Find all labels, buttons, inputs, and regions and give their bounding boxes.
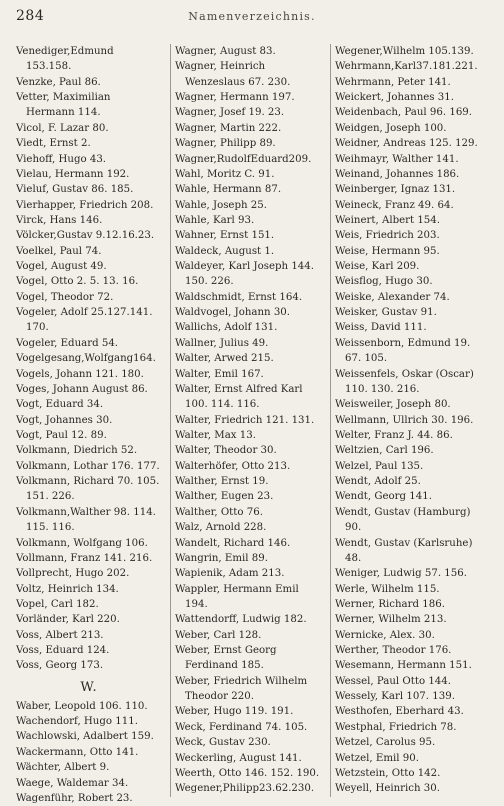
index-entry: Wagner, Philipp 89. [175,138,276,150]
index-entry: Wagner, Heinrich Wenzeslaus 67. 230. [175,61,291,88]
index-entry: Weisflog, Hugo 30. [335,276,433,288]
index-entry: Werner, Wilhelm 213. [335,614,447,626]
index-entry: Wetzstein, Otto 142. [335,767,441,779]
index-entry: Walz, Arnold 228. [175,522,267,534]
index-entry: Waldschmidt, Ernst 164. [175,291,303,303]
index-entry: Weber, Ernst Georg Ferdinand 185. [175,645,277,672]
index-entry: Weck, Ferdinand 74. 105. [175,721,308,733]
index-entry: Wahl, Moritz C. 91. [175,168,275,180]
index-entry: Weidenbach, Paul 96. 169. [335,107,473,119]
index-entry: Wagner, Hermann 197. [175,92,295,104]
index-entry: Weniger, Ludwig 57. 156. [335,568,467,580]
index-entry: Vogel, August 49. [16,261,107,273]
index-entry: Wappler, Hermann Emil 194. [175,583,299,610]
index-entry: Weyell, Heinrich 30. [335,783,441,795]
index-entry: Vicol, F. Lazar 80. [16,122,109,134]
index-entry: Weickert, Johannes 31. [335,92,454,104]
index-entry: Wagner, Josef 19. 23. [175,107,285,119]
index-entry: Venzke, Paul 86. [16,76,101,88]
index-entry: Vieluf, Gustav 86. 185. [16,184,134,196]
index-entry: Werle, Wilhelm 115. [335,583,440,595]
page-number: 284 [16,8,45,24]
index-entry: Vierhapper, Friedrich 208. [16,199,154,211]
index-entry: Vielau, Hermann 192. [16,168,130,180]
index-entry: Wahle, Hermann 87. [175,184,282,196]
index-entry: Volkmann, Diedrich 52. [16,445,138,457]
index-entry: Wahle, Joseph 25. [175,199,267,211]
index-entry: Volkmann, Lothar 176. 177. [16,460,160,472]
index-entry: Volkmann, Richard 70. 105. 151. 226. [16,476,160,503]
index-entry: Wallner, Julius 49. [175,337,269,349]
index-entry: Wetzel, Carolus 95. [335,737,436,749]
index-entry: Weissenborn, Edmund 19. 67. 105. [335,337,471,365]
index-entry: Walther, Ernst 19. [175,476,269,488]
index-entry: Volkmann, Wolfgang 106. [16,537,148,549]
index-entry: Vogels, Johann 121. 180. [16,368,144,380]
index-entry: Weck, Gustav 230. [175,737,271,749]
index-entry: Voges, Johann August 86. [16,383,148,395]
index-entry: Wattendorff, Ludwig 182. [175,614,307,626]
index-entry: Weckerling, August 141. [175,752,302,764]
index-entry: Wachlowski, Adalbert 159. [16,731,154,743]
index-entry: Wagenführ, Robert 23. [16,792,133,804]
index-entry: Wehrmann, Peter 141. [335,76,451,88]
index-entry: Wahle, Karl 93. [175,214,255,226]
index-entry: Venediger,Edmund 153.158. [16,46,114,73]
index-entry: Weber, Friedrich Wilhelm Theodor 220. [175,675,308,703]
running-header: Namenverzeichnis. [188,10,316,23]
index-entry: Wagner, August 83. [175,46,276,57]
index-entry: Wesemann, Hermann 151. [335,660,472,672]
index-entry: Walther, Eugen 23. [175,491,274,503]
index-entry: Wagner,RudolfEduard209. [175,153,312,165]
index-entry: Weinberger, Ignaz 131. [335,184,456,196]
index-entry: Walter, Theodor 30. [175,445,277,457]
index-entry: Waldeck, August 1. [175,245,275,257]
index-entry: Vollmann, Franz 141. 216. [16,552,153,564]
index-entry: Werner, Richard 186. [335,598,445,610]
index-entry: Wernicke, Alex. 30. [335,629,435,641]
index-entry: Wendt, Georg 141. [335,491,432,503]
index-entry: Wetzel, Emil 90. [335,752,419,764]
index-entry: Wachendorf, Hugo 111. [16,716,138,728]
index-entry: Virck, Hans 146. [16,214,103,226]
index-entry: Vogt, Paul 12. 89. [16,429,107,441]
index-entry: Wahner, Ernst 151. [175,230,275,242]
index-entry: Weber, Carl 128. [175,629,262,641]
index-entry: Viehoff, Hugo 43. [16,153,107,165]
index-entry: Wendt, Gustav (Hamburg) 90. [335,506,471,534]
index-entry: Wangrin, Emil 89. [175,552,268,564]
index-entry: Waber, Leopold 106. 110. [16,700,148,712]
index-entry: Vogel, Theodor 72. [16,291,114,303]
index-entry: Weerth, Otto 146. 152. 190. [175,767,320,779]
index-entry: Vogt, Eduard 34. [16,399,104,411]
column-1-entries-w [16,699,162,806]
index-entry: Westhofen, Eberhard 43. [335,706,464,718]
index-entry: Wessel, Paul Otto 144. [335,675,452,687]
index-entry: Wallichs, Adolf 131. [175,322,278,334]
index-entry: Wächter, Albert 9. [16,762,110,774]
index-entry: Vogt, Johannes 30. [16,414,113,426]
index-entry: Vopel, Carl 182. [16,598,99,610]
column-1-entries-v [16,44,162,674]
index-entry: Weltzien, Carl 196. [335,445,434,457]
index-entry: Wapienik, Adam 213. [175,568,285,580]
index-entry: Walter, Max 13. [175,429,256,441]
index-entry: Walter, Emil 167. [175,368,264,380]
index-column-3 [330,44,485,797]
index-entry: Wessely, Karl 107. 139. [335,691,455,703]
index-entry: Wackermann, Otto 141. [16,746,139,758]
index-entry: Weiske, Alexander 74. [335,291,450,303]
index-entry: Weisweiler, Joseph 80. [335,399,451,411]
index-entry: Weise, Hermann 95. [335,245,440,257]
index-entry: Waege, Waldemar 34. [16,777,129,789]
index-entry: Weineck, Franz 49. 64. [335,199,454,211]
index-entry: Waldvogel, Johann 30. [175,307,291,319]
index-column-2 [170,44,321,797]
index-entry: Wagner, Martin 222. [175,122,282,134]
index-entry: Vogeler, Adolf 25.127.141. 170. [16,307,153,334]
index-entry: Walter, Arwed 215. [175,353,274,365]
index-entry: Westphal, Friedrich 78. [335,721,457,733]
index-entry: Voss, Albert 213. [16,629,104,641]
index-entry: Wegener,Philipp23.62.230. [175,783,315,795]
index-entry: Weisker, Gustav 91. [335,307,437,319]
index-entry: Wellmann, Ullrich 30. 196. [335,414,474,426]
index-entry: Viedt, Ernst 2. [16,138,91,150]
index-entry: Weise, Karl 209. [335,261,420,273]
index-entry: Weinand, Johannes 186. [335,168,460,180]
index-column-1 [16,44,162,806]
index-entry: Wendt, Adolf 25. [335,476,421,488]
index-entry: Weihmayr, Walther 141. [335,153,459,165]
index-entry: Walter, Friedrich 121. 131. [175,414,315,426]
index-entry: Weissenfels, Oskar (Oscar) 110. 130. 216. [335,368,474,395]
index-entry: Voelkel, Paul 74. [16,245,102,257]
index-entry: Voltz, Heinrich 134. [16,583,119,595]
index-entry: Weber, Hugo 119. 191. [175,706,294,718]
index-entry: Welzel, Paul 135. [335,460,424,472]
index-entry: Vetter, Maximilian Hermann 114. [16,92,111,119]
index-entry: Vogel, Otto 2. 5. 13. 16. [16,276,139,288]
index-entry: Walter, Ernst Alfred Karl 100. 114. 116. [175,383,303,411]
index-entry: Voss, Georg 173. [16,660,104,672]
index-entry: Wandelt, Richard 146. [175,537,291,549]
index-entry: Weinert, Albert 154. [335,214,441,226]
index-entry: Waldeyer, Karl Joseph 144. 150. 226. [175,261,315,288]
index-entry: Volkmann,Walther 98. 114. 115. 116. [16,506,156,534]
index-entry: Vollprecht, Hugo 202. [16,568,130,580]
index-entry: Weidner, Andreas 125. 129. [335,138,478,150]
index-entry: Weiss, David 111. [335,322,427,334]
index-entry: Vorländer, Karl 220. [16,614,120,626]
index-entry: Werther, Theodor 176. [335,645,452,657]
column-2-entries [175,44,321,797]
index-entry: Vogeler, Eduard 54. [16,337,119,349]
index-entry: Weidgen, Joseph 100. [335,122,447,134]
index-entry: Weis, Friedrich 203. [335,230,440,242]
index-entry: Voss, Eduard 124. [16,645,110,657]
index-entry: Walterhöfer, Otto 213. [175,460,291,472]
section-heading-w: W. [80,679,98,695]
index-entry: Vogelgesang,Wolfgang164. [16,353,156,365]
column-3-entries [335,44,485,797]
index-entry: Wehrmann,Karl37.181.221. [335,61,478,73]
index-entry: Walther, Otto 76. [175,506,263,518]
index-entry: Wegener,Wilhelm 105.139. [335,46,474,57]
index-entry: Völcker,Gustav 9.12.16.23. [16,230,155,242]
index-entry: Welter, Franz J. 44. 86. [335,429,453,441]
index-entry: Wendt, Gustav (Karlsruhe) 48. [335,537,473,564]
